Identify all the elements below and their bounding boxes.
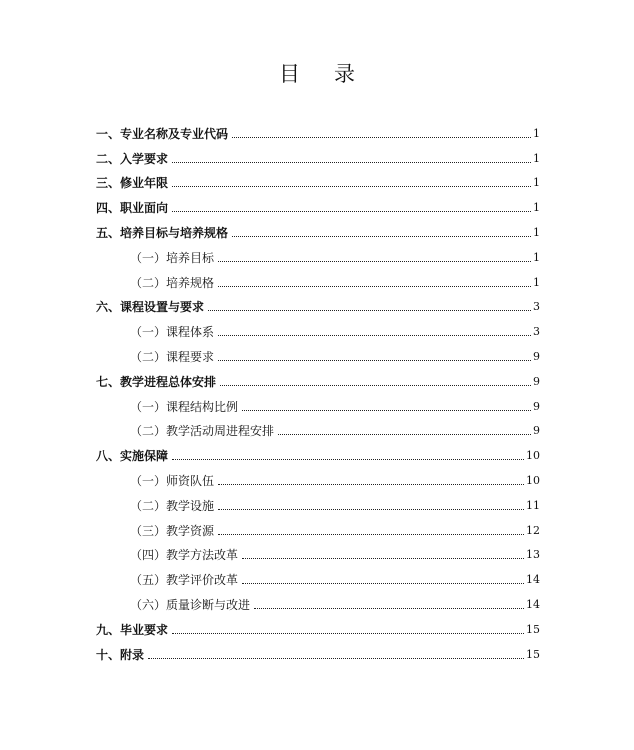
toc-entry[interactable] [96, 240, 540, 265]
dot-leader [148, 658, 524, 659]
toc-entry[interactable] [96, 538, 540, 563]
toc-entry-page-number: 12 [526, 523, 540, 537]
toc-entry-page-number: 9 [533, 424, 540, 438]
toc-entry-label: 十、附录 [96, 647, 145, 662]
dot-leader [172, 633, 524, 634]
toc-entry-label: （一）课程结构比例 [130, 399, 239, 414]
dot-leader [218, 360, 531, 361]
toc-entry-label: 七、教学进程总体安排 [96, 374, 217, 389]
toc-entry-label: （一）师资队伍 [130, 473, 215, 488]
toc-entry-page-number: 11 [526, 498, 540, 512]
toc-entry[interactable] [96, 314, 540, 339]
toc-entry-page-number: 1 [533, 201, 540, 215]
dot-leader [218, 335, 531, 336]
dot-leader [242, 558, 524, 559]
toc-entry-page-number: 1 [533, 176, 540, 190]
toc-entry[interactable] [96, 265, 540, 290]
toc-entry-label: （二）培养规格 [130, 275, 215, 290]
toc-entry-label: 五、培养目标与培养规格 [96, 225, 229, 240]
dot-leader [172, 162, 531, 163]
toc-entry-page-number: 1 [533, 225, 540, 239]
dot-leader [220, 385, 531, 386]
dot-leader [278, 434, 531, 435]
toc-entry[interactable] [96, 513, 540, 538]
toc-entry[interactable] [96, 116, 540, 141]
toc-entry-label: （六）质量诊断与改进 [130, 597, 251, 612]
dot-leader [232, 236, 531, 237]
toc-entry[interactable] [96, 587, 540, 612]
toc-entry[interactable] [96, 414, 540, 439]
toc-entry[interactable] [96, 166, 540, 191]
dot-leader [242, 410, 531, 411]
toc-entry-page-number: 1 [533, 151, 540, 165]
toc-entry[interactable] [96, 463, 540, 488]
toc-entry[interactable] [96, 637, 540, 662]
toc-entry-page-number: 9 [533, 399, 540, 413]
toc-entry[interactable] [96, 339, 540, 364]
toc-entry-page-number: 9 [533, 349, 540, 363]
dot-leader [254, 608, 524, 609]
toc-entry-page-number: 10 [526, 473, 540, 487]
dot-leader [218, 261, 531, 262]
toc-entry-label: 二、入学要求 [96, 151, 169, 166]
toc-entry-page-number: 15 [526, 622, 540, 636]
toc-entry[interactable] [96, 290, 540, 315]
toc-entry-page-number: 14 [526, 573, 540, 587]
toc-entry-label: 三、修业年限 [96, 176, 169, 191]
toc-entry[interactable] [96, 488, 540, 513]
toc-entry[interactable] [96, 141, 540, 166]
toc-entry-label: （一）课程体系 [130, 325, 215, 340]
toc-entry-label: 九、毕业要求 [96, 622, 169, 637]
toc-entry-page-number: 1 [533, 250, 540, 264]
toc-entry-label: （二）教学活动周进程安排 [130, 424, 275, 439]
dot-leader [218, 509, 524, 510]
toc-entry-page-number: 1 [533, 126, 540, 140]
toc-entry-label: 八、实施保障 [96, 449, 169, 464]
toc-entry[interactable] [96, 389, 540, 414]
toc-entry-page-number: 13 [526, 548, 540, 562]
toc-entry[interactable] [96, 438, 540, 463]
toc-entry-label: （五）教学评价改革 [130, 573, 239, 588]
toc-entry-label: （四）教学方法改革 [130, 548, 239, 563]
dot-leader [172, 186, 531, 187]
dot-leader [172, 211, 531, 212]
dot-leader [218, 286, 531, 287]
table-of-contents [96, 116, 540, 662]
dot-leader [172, 459, 524, 460]
dot-leader [218, 534, 524, 535]
toc-entry[interactable] [96, 190, 540, 215]
page-title: 目录 [279, 62, 389, 86]
toc-entry-page-number: 10 [526, 449, 540, 463]
toc-entry-page-number: 1 [533, 275, 540, 289]
toc-entry-label: （二）教学设施 [130, 498, 215, 513]
dot-leader [232, 137, 531, 138]
dot-leader [218, 484, 524, 485]
dot-leader [208, 310, 531, 311]
toc-entry[interactable] [96, 612, 540, 637]
toc-entry-page-number: 9 [533, 374, 540, 388]
toc-entry-label: （二）课程要求 [130, 349, 215, 364]
toc-entry-label: 四、职业面向 [96, 201, 169, 216]
toc-entry-page-number: 15 [526, 647, 540, 661]
toc-entry[interactable] [96, 364, 540, 389]
toc-entry-label: （三）教学资源 [130, 523, 215, 538]
toc-entry-label: 六、课程设置与要求 [96, 300, 205, 315]
toc-entry-label: 一、专业名称及专业代码 [96, 126, 229, 141]
toc-entry-page-number: 3 [533, 325, 540, 339]
toc-entry-page-number: 3 [533, 300, 540, 314]
toc-entry[interactable] [96, 562, 540, 587]
dot-leader [242, 583, 524, 584]
toc-entry-label: （一）培养目标 [130, 250, 215, 265]
toc-entry[interactable] [96, 215, 540, 240]
toc-entry-page-number: 14 [526, 597, 540, 611]
